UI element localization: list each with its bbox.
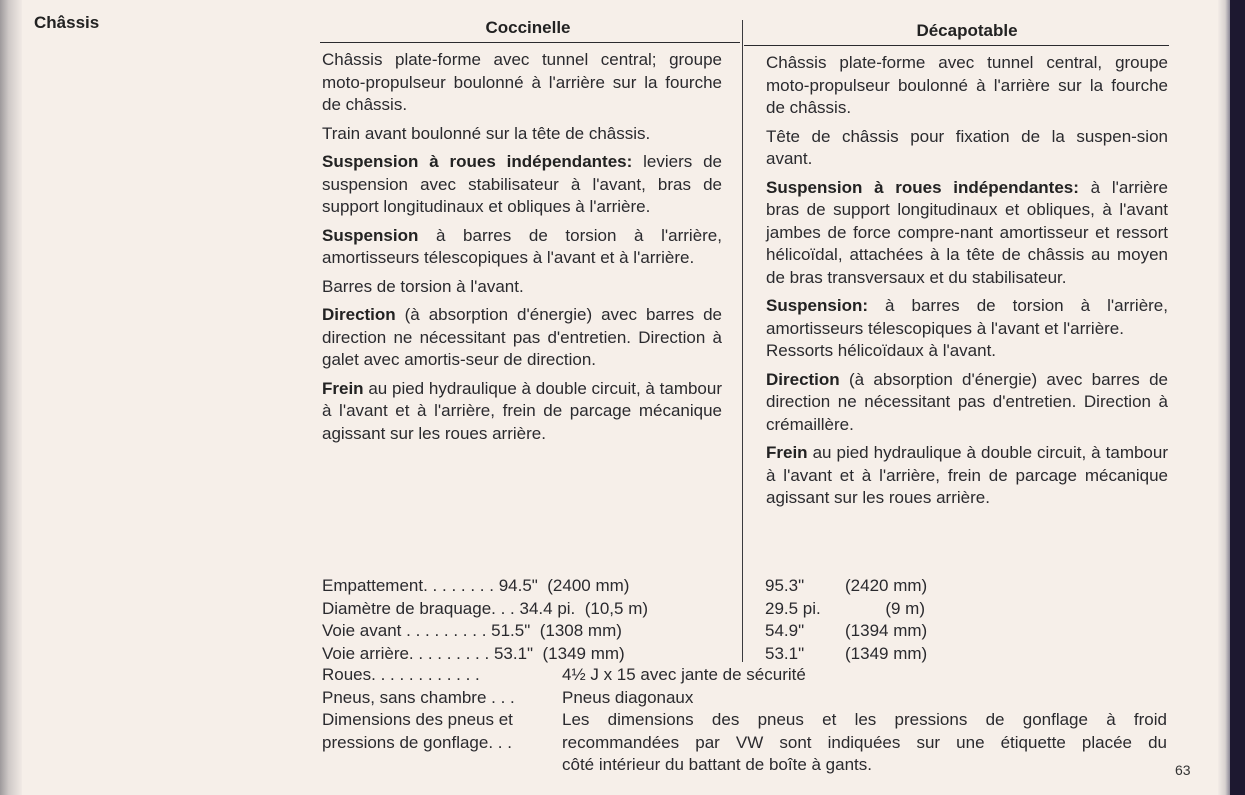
section-title: Châssis [34, 13, 100, 32]
paragraph-text: Châssis plate-forme avec tunnel central; groupe moto-propulseur boulonné à l'arrière sur la fourche de châssis. [322, 50, 722, 114]
page-edge [1218, 0, 1230, 795]
paragraph-text: à l'arrière bras de support longitudinaux et obliques, à l'avant jambes de force compre-nant amortisseur et ressort hélicoïdal, attachées à la tête de châssis au moyen de bras transversaux et du stabilisateur. [766, 177, 1168, 287]
paragraph-text: leviers de suspension avec stabilisateur à l'avant, bras de support longitudinaux et obliques à l'arrière. [322, 152, 722, 216]
spec-label: Diamètre de braquage. . . [322, 598, 520, 618]
paragraph-text: (à absorption d'énergie) avec barres de direction ne nécessitant pas d'entretien. Direction à crémaillère. [766, 369, 1168, 434]
paragraph-heading: Suspension [322, 225, 419, 245]
paragraph-text: Barres de torsion à l'avant. [322, 276, 524, 296]
spec-value-decapotable-metric: (2420 mm) [845, 576, 928, 595]
paragraph [322, 49, 722, 117]
common-spec-label [322, 754, 562, 777]
spec-row [765, 643, 928, 666]
column-header-coccinelle: Coccinelle [485, 18, 571, 37]
paragraph [322, 276, 722, 299]
spec-label: Voie avant . . . . . . . . . [322, 621, 492, 640]
paragraph [766, 369, 1168, 437]
paragraph-text: (à absorption d'énergie) avec barres de direction ne nécessitant pas d'entretien. Direction à galet avec amortis-seur de direction. [322, 305, 722, 369]
spec-row [765, 598, 925, 621]
spec-value-coccinelle: 51.5" (1308 mm) [491, 621, 622, 640]
common-spec-value: recommandées par VW sont indiquées sur une étiquette placée du [562, 732, 1167, 752]
spec-value-decapotable-imperial: 53.1" [765, 643, 805, 663]
paragraph-text: Ressorts hélicoïdaux à l'avant. [766, 341, 997, 360]
paragraph [766, 177, 1168, 290]
spec-row [322, 620, 648, 643]
header-rule-left [320, 42, 740, 43]
paragraph [766, 126, 1168, 171]
paragraph-text: Train avant boulonné sur la tête de châssis. [322, 123, 651, 143]
paragraph [766, 340, 1168, 363]
spec-value-decapotable-imperial: 29.5 pi. [765, 598, 821, 618]
book-gutter-shadow [0, 0, 22, 795]
spec-label: Empattement. . . . . . . . [322, 576, 499, 595]
paragraph [322, 225, 722, 270]
spec-row [322, 598, 648, 621]
column-divider [742, 20, 743, 662]
common-spec-value: 4½ J x 15 avec jante de sécurité [562, 665, 806, 684]
common-spec-row [322, 709, 1167, 732]
spec-value-coccinelle: 53.1" (1349 mm) [493, 643, 625, 663]
paragraph-text: à barres de torsion à l'arrière, amortisseurs télescopiques à l'avant et à l'arrière. [322, 225, 722, 267]
decapotable-column [766, 52, 1168, 516]
paragraph [322, 123, 722, 146]
paragraph [766, 442, 1168, 510]
paragraph-heading: Frein [322, 378, 364, 398]
paragraph-text: Châssis plate-forme avec tunnel central, groupe moto-propulseur boulonné à l'arrière sur la fourche de châssis. [766, 53, 1168, 117]
common-spec-value: côté intérieur du battant de boîte à gants. [562, 755, 872, 774]
paragraph-heading: Frein [766, 443, 808, 462]
spec-value-decapotable-imperial: 54.9" [765, 621, 805, 640]
spec-row [322, 643, 648, 666]
paragraph-heading: Suspension à roues indépendantes: [766, 177, 1079, 197]
paragraph [766, 52, 1168, 120]
common-spec-value: Les dimensions des pneus et les pressions de gonflage à froid [562, 710, 1167, 729]
paragraph-text: à barres de torsion à l'arrière, amortisseurs télescopiques à l'avant et l'arrière. [766, 296, 1168, 338]
common-spec-label: Pneus, sans chambre . . . [322, 687, 515, 707]
paragraph [322, 304, 722, 372]
spec-value-decapotable-imperial: 95.3" [765, 576, 805, 595]
spec-table-decapotable [765, 575, 928, 665]
spec-table-coccinelle [322, 575, 648, 665]
paragraph-text: Tête de châssis pour fixation de la suspen-sion avant. [766, 126, 1168, 168]
spec-row [765, 575, 928, 598]
paragraph-text: au pied hydraulique à double circuit, à tambour à l'avant et à l'arrière, frein de parcage mécanique agissant sur les roues arrière. [766, 443, 1168, 507]
paragraph [322, 378, 722, 446]
spec-row [765, 620, 928, 643]
paragraph [322, 151, 722, 219]
common-spec-row [322, 687, 1167, 710]
book-cover-edge [1230, 0, 1245, 795]
column-header-decapotable: Décapotable [916, 21, 1018, 40]
spec-value-coccinelle: 94.5" (2400 mm) [498, 576, 630, 595]
spec-value-coccinelle: 34.4 pi. (10,5 m) [519, 598, 649, 618]
spec-value-decapotable-metric: (1349 mm) [845, 643, 928, 663]
common-spec-row [322, 754, 1167, 777]
paragraph-heading: Suspension: [766, 296, 869, 315]
paragraph-heading: Suspension à roues indépendantes: [322, 152, 633, 171]
coccinelle-column [322, 49, 722, 451]
spec-value-decapotable-metric: (1394 mm) [845, 621, 928, 640]
paragraph [766, 295, 1168, 340]
paragraph-text: au pied hydraulique à double circuit, à tambour à l'avant et à l'arrière, frein de parcage mécanique agissant sur les roues arrière. [322, 378, 722, 443]
common-spec-row [322, 664, 1167, 687]
common-spec-row [322, 732, 1167, 755]
header-rule-right [744, 45, 1169, 46]
common-spec-label: pressions de gonflage. . . [322, 732, 512, 752]
spec-value-decapotable-metric: (9 m) [885, 598, 925, 618]
page-number: 63 [1175, 762, 1191, 778]
paragraph-heading: Direction [322, 305, 396, 324]
common-specs [322, 664, 1167, 777]
common-spec-label: Dimensions des pneus et [322, 710, 513, 729]
spec-row [322, 575, 648, 598]
common-spec-label: Roues. . . . . . . . . . . . [322, 665, 480, 684]
common-spec-value: Pneus diagonaux [562, 687, 694, 707]
paragraph-heading: Direction [766, 369, 840, 389]
spec-label: Voie arrière. . . . . . . . . [322, 643, 494, 663]
